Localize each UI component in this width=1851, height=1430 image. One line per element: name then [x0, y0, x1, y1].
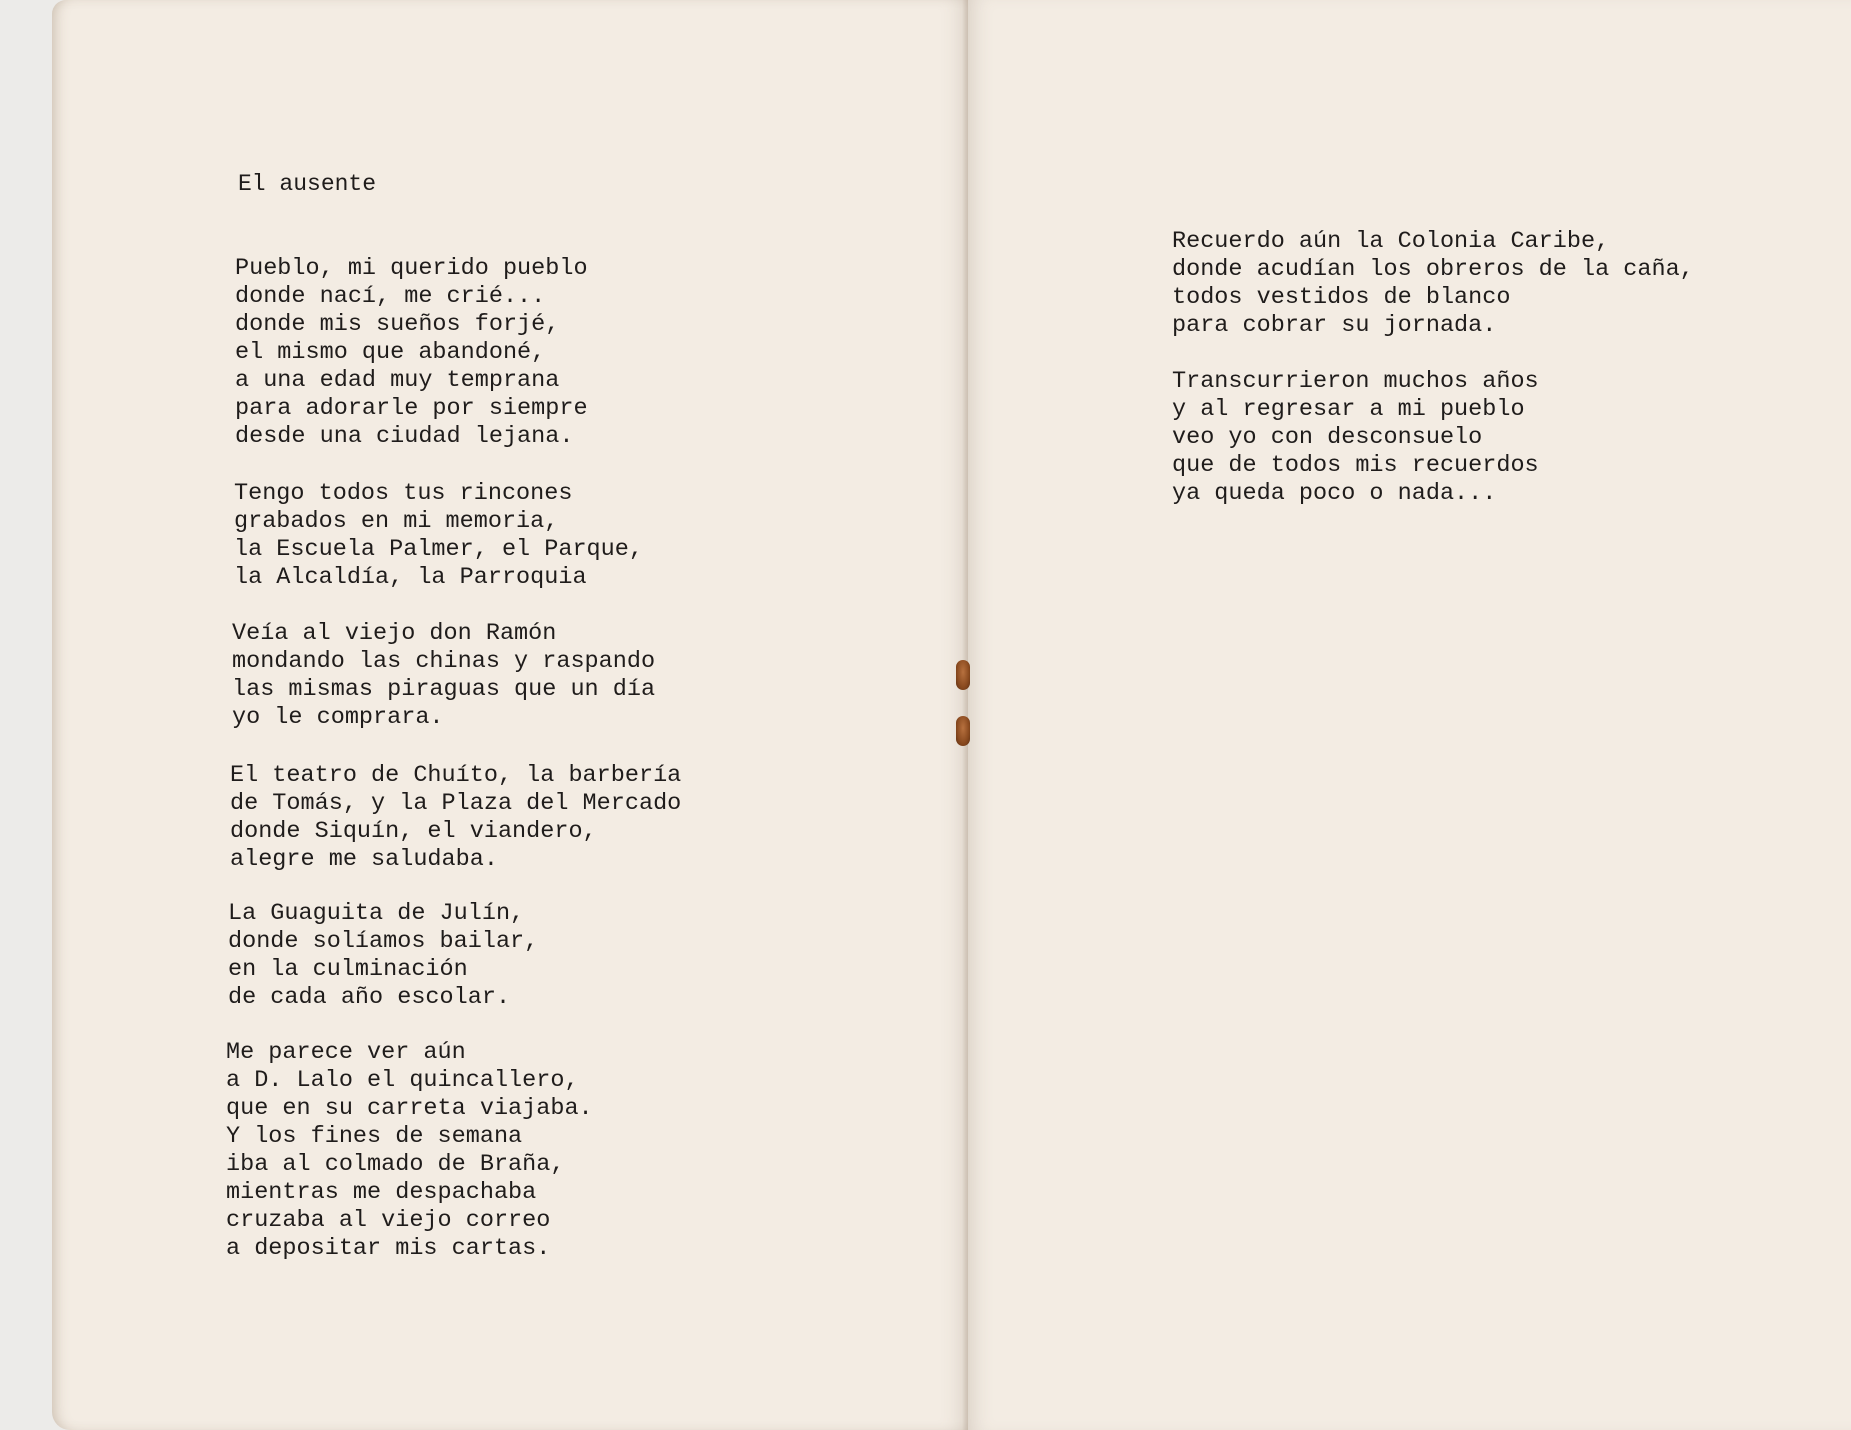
verse-line: grabados en mi memoria,: [234, 508, 559, 535]
verse-line: Tengo todos tus rincones: [234, 480, 573, 507]
verse-line: El teatro de Chuíto, la barbería: [230, 762, 682, 789]
verse-line: cruzaba al viejo correo: [226, 1207, 551, 1234]
verse-line: para adorarle por siempre: [235, 395, 588, 422]
verse-line: donde nací, me crié...: [235, 283, 546, 310]
verse-line: en la culminación: [228, 956, 468, 983]
verse-line: alegre me saludaba.: [230, 846, 498, 873]
verse-line: todos vestidos de blanco: [1172, 284, 1511, 311]
stanza-right-1: [1172, 228, 1694, 340]
verse-line: el mismo que abandoné,: [235, 339, 546, 366]
poem-title: El ausente: [238, 171, 377, 197]
verse-line: y al regresar a mi pueblo: [1172, 396, 1525, 423]
verse-line: a depositar mis cartas.: [226, 1235, 551, 1262]
verse-line: yo le comprara.: [232, 704, 444, 731]
verse-line: iba al colmado de Braña,: [226, 1151, 565, 1178]
verse-line: donde Siquín, el viandero,: [230, 818, 597, 845]
verse-line: donde acudían los obreros de la caña,: [1172, 256, 1694, 283]
verse-line: Transcurrieron muchos años: [1172, 368, 1539, 395]
right-page: [968, 0, 1851, 1430]
stanza-5: [228, 900, 538, 1012]
open-booklet: [52, 0, 1851, 1430]
verse-line: Recuerdo aún la Colonia Caribe,: [1172, 228, 1610, 255]
verse-line: de Tomás, y la Plaza del Mercado: [230, 790, 682, 817]
stanza-3: [232, 620, 655, 732]
verse-line: donde solíamos bailar,: [228, 928, 539, 955]
staple: [956, 660, 970, 690]
stanza-2: [234, 480, 643, 592]
verse-line: donde mis sueños forjé,: [235, 311, 560, 338]
verse-line: Me parece ver aún: [226, 1039, 466, 1066]
stanza-1: [235, 255, 588, 451]
verse-line: de cada año escolar.: [228, 984, 511, 1011]
verse-line: mientras me despachaba: [226, 1179, 537, 1206]
verse-line: ya queda poco o nada...: [1172, 480, 1497, 507]
stanza-4: [230, 762, 681, 874]
verse-line: las mismas piraguas que un día: [232, 676, 656, 703]
verse-line: veo yo con desconsuelo: [1172, 424, 1483, 451]
verse-line: La Guaguita de Julín,: [228, 900, 525, 927]
verse-line: Y los fines de semana: [226, 1123, 523, 1150]
verse-line: Pueblo, mi querido pueblo: [235, 255, 588, 282]
verse-line: desde una ciudad lejana.: [235, 423, 574, 450]
verse-line: a una edad muy temprana: [235, 367, 560, 394]
verse-line: la Alcaldía, la Parroquia: [234, 564, 587, 591]
verse-line: Veía al viejo don Ramón: [232, 620, 557, 647]
verse-line: para cobrar su jornada.: [1172, 312, 1497, 339]
stanza-right-2: [1172, 368, 1539, 508]
verse-line: que de todos mis recuerdos: [1172, 452, 1539, 479]
verse-line: a D. Lalo el quincallero,: [226, 1067, 579, 1094]
left-page: [52, 0, 968, 1430]
verse-line: la Escuela Palmer, el Parque,: [234, 536, 643, 563]
staple: [956, 716, 970, 746]
stanza-6: [226, 1039, 593, 1263]
verse-line: que en su carreta viajaba.: [226, 1095, 593, 1122]
verse-line: mondando las chinas y raspando: [232, 648, 656, 675]
